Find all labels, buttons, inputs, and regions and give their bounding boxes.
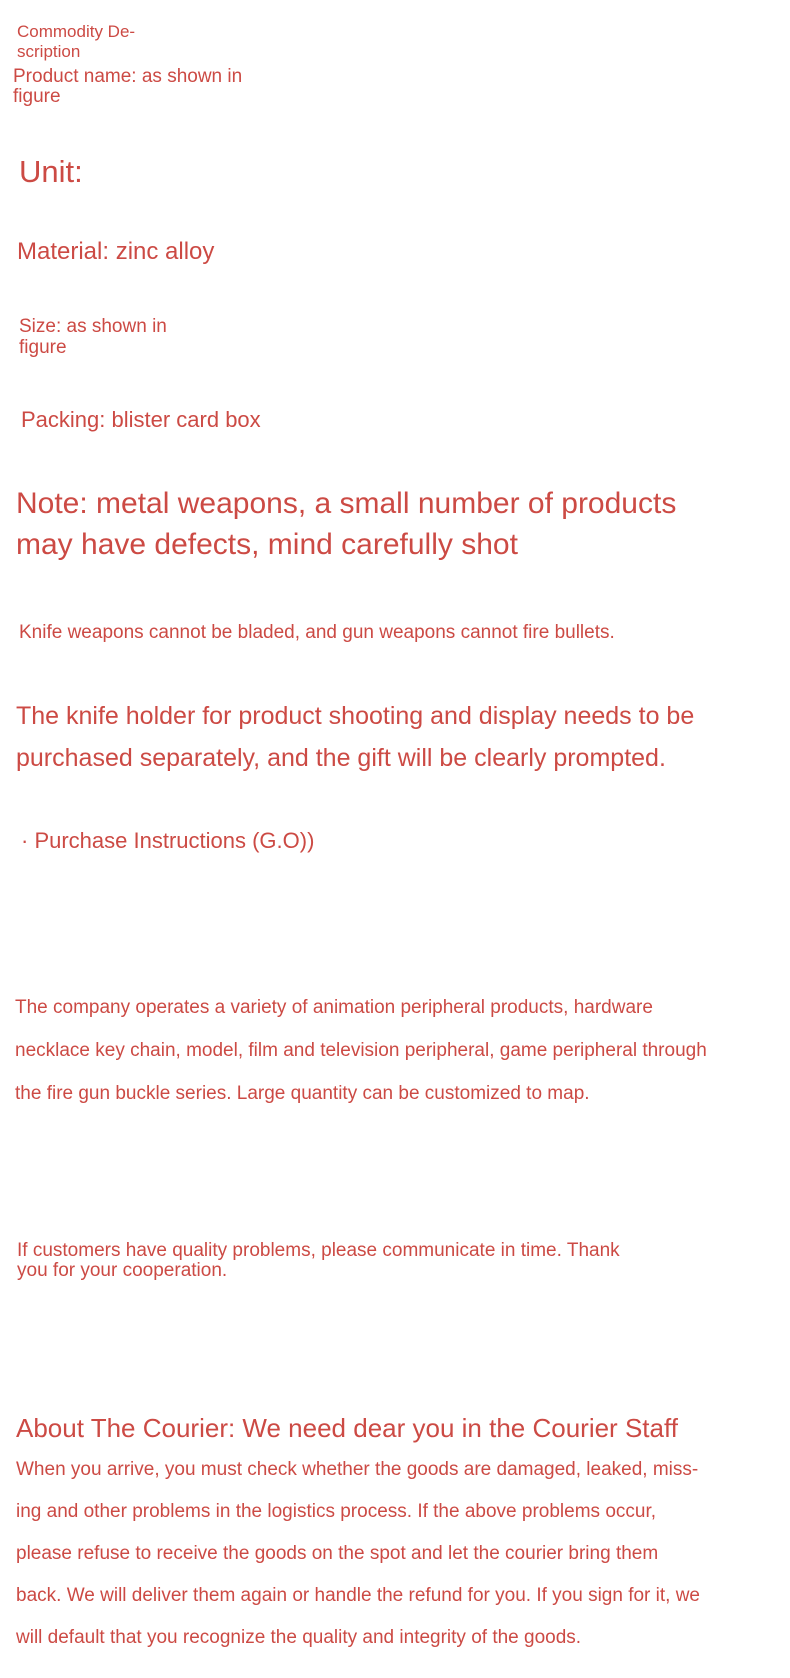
knife-holder-notice: The knife holder for product shooting and display needs to be purchased separately, and the gift will be clearly prompted. [16, 702, 695, 772]
company-paragraph: The company operates a variety of animation peripheral products, hardware necklace key chain, model, film and television peripheral, game peripheral through the fire gun buckle series. Large quantity can be customized to map. [15, 997, 707, 1104]
courier-paragraph: When you arrive, you must check whether the goods are damaged, leaked, miss- ing and other problems in the logistics process. If the above problems occur, please refuse to receive the goods on the spot and let the courier bring them back. We will deliver them again or handle the refund for you. If you sign for it, we will default that you recognize the quality and integrity of the goods. [16, 1459, 700, 1648]
packing-line: Packing: blister card box [21, 407, 261, 432]
note-paragraph: Note: metal weapons, a small number of products may have defects, mind carefully shot [16, 487, 677, 561]
size-line: Size: as shown in figure [19, 316, 167, 358]
unit-line: Unit: [19, 154, 83, 189]
knife-weapons-notice: Knife weapons cannot be bladed, and gun weapons cannot fire bullets. [19, 622, 615, 643]
commodity-description-heading: Commodity De- scription [17, 22, 136, 61]
product-name-line: Product name: as shown in figure [13, 66, 243, 107]
material-line: Material: zinc alloy [17, 238, 215, 265]
courier-heading: About The Courier: We need dear you in the Courier Staff [16, 1413, 678, 1443]
quality-paragraph: If customers have quality problems, please communicate in time. Thank you for your cooperation. [17, 1240, 620, 1281]
purchase-instructions-heading: · Purchase Instructions (G.O)) [21, 828, 315, 853]
